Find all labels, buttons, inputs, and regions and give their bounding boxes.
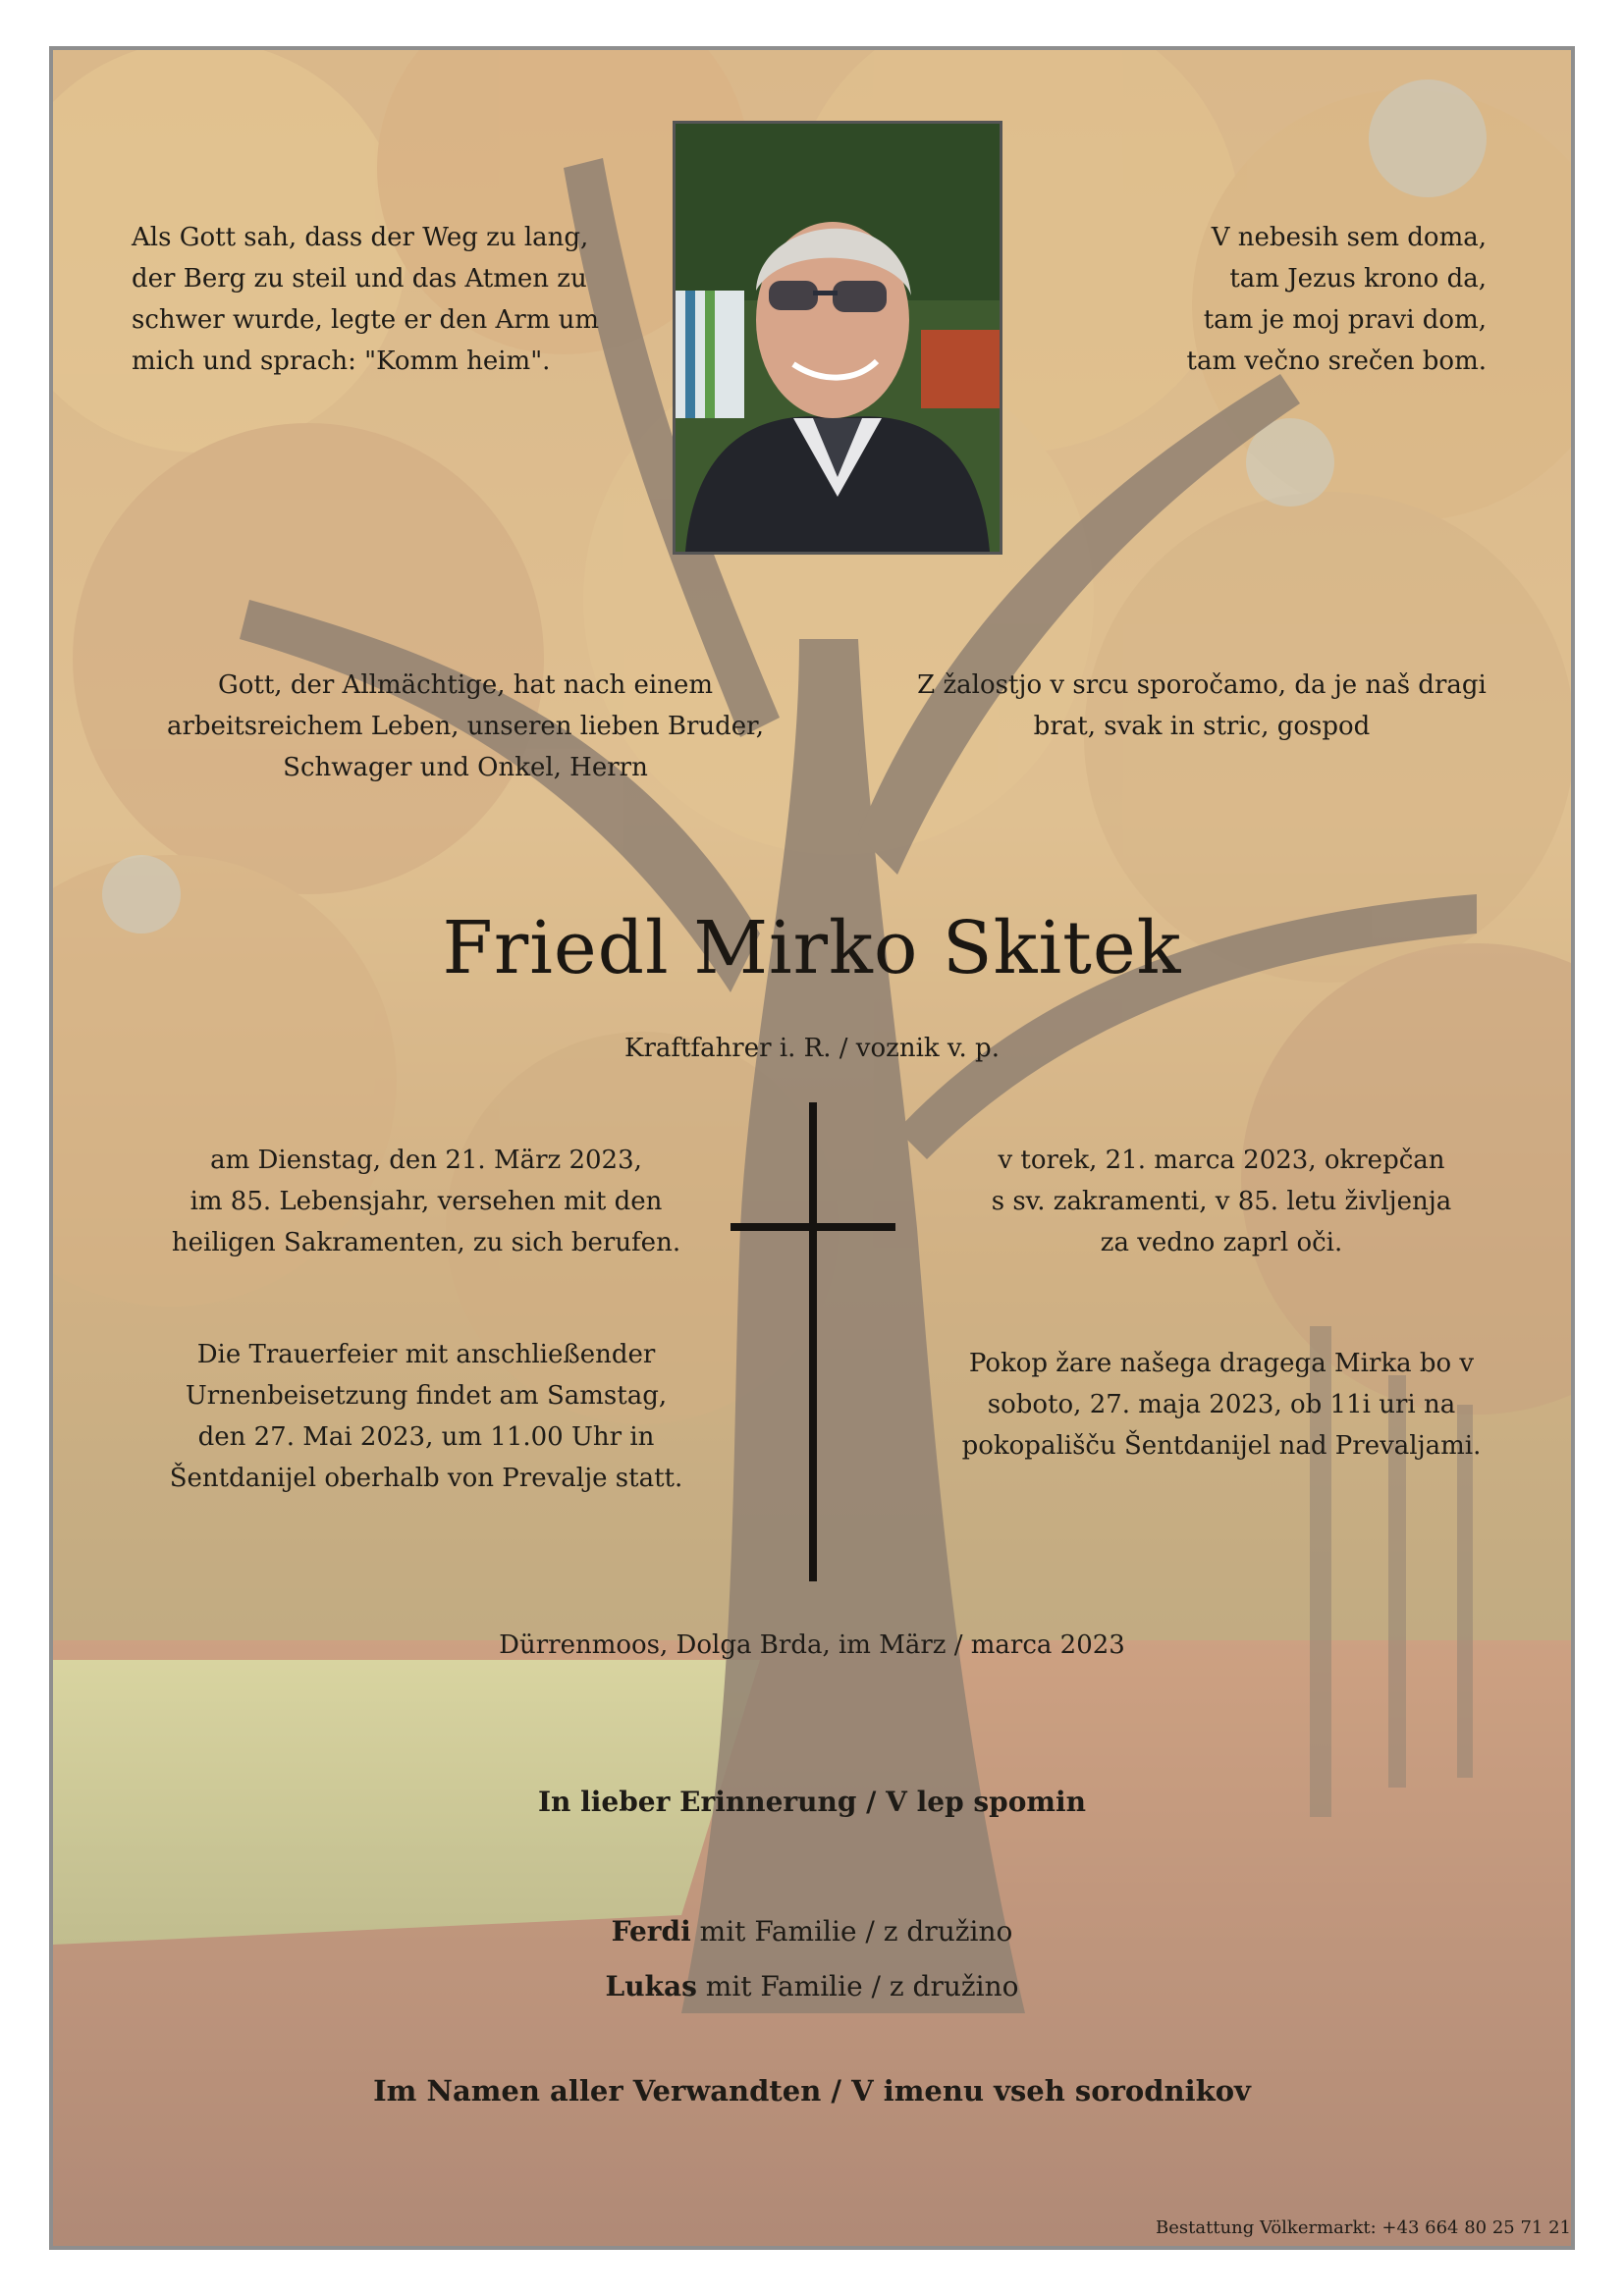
family-name: Lukas: [605, 1970, 697, 2002]
place-date: Dürrenmoos, Dolga Brda, im März / marca 2023: [499, 1630, 1125, 1660]
verse-slovenian: V nebesih sem doma, tam Jezus krono da, tam je moj pravi dom, tam večno srečen bom.: [1186, 223, 1487, 376]
obituary-card: [49, 46, 1575, 2250]
intro-slovenian: Z žalostjo v srcu sporočamo, da je naš dragi brat, svak in stric, gospod: [917, 670, 1487, 741]
family-line-2: [53, 1966, 1571, 2007]
undertaker-signature: Bestattung Völkermarkt: +43 664 80 25 71 21: [1156, 2217, 1571, 2238]
family-suffix: mit Familie / z družino: [690, 1915, 1013, 1948]
death-notice-german: am Dienstag, den 21. März 2023, im 85. Lebensjahr, versehen mit den heiligen Sakramenten, zu sich berufen.: [171, 1146, 681, 1257]
intro-german: Gott, der Allmächtige, hat nach einem arbeitsreichem Leben, unseren lieben Bruder, Schwager und Onkel, Herrn: [166, 670, 765, 782]
portrait-photo: [673, 121, 1002, 555]
death-notice-slovenian: v torek, 21. marca 2023, okrepčan s sv. zakramenti, v 85. letu življenja za vedno zaprl oči.: [991, 1146, 1452, 1257]
verse-german: Als Gott sah, dass der Weg zu lang, der Berg zu steil und das Atmen zu schwer wurde, legte er den Arm um mich und sprach: "Komm heim".: [132, 223, 600, 376]
closing-line: Im Namen aller Verwandten / V imenu vseh sorodnikov: [373, 2074, 1251, 2108]
cross-icon: [731, 1102, 897, 1583]
family-suffix: mit Familie / z družino: [696, 1970, 1019, 2002]
deceased-name: Friedl Mirko Skitek: [442, 906, 1182, 990]
family-line-1: [53, 1911, 1571, 1952]
funeral-notice-slovenian: Pokop žare našega dragega Mirka bo v soboto, 27. maja 2023, ob 11i uri na pokopališču Šentdanijel nad Prevaljami.: [961, 1349, 1482, 1461]
remembrance-line: In lieber Erinnerung / V lep spomin: [537, 1786, 1087, 1818]
portrait-image: [676, 124, 1000, 552]
family-name: Ferdi: [611, 1915, 691, 1948]
occupation: Kraftfahrer i. R. / voznik v. p.: [624, 1034, 1000, 1063]
funeral-notice-german: Die Trauerfeier mit anschließender Urnenbeisetzung findet am Samstag, den 27. Mai 2023, um 11.00 Uhr in Šentdanijel oberhalb von Prevalje statt.: [169, 1340, 683, 1493]
